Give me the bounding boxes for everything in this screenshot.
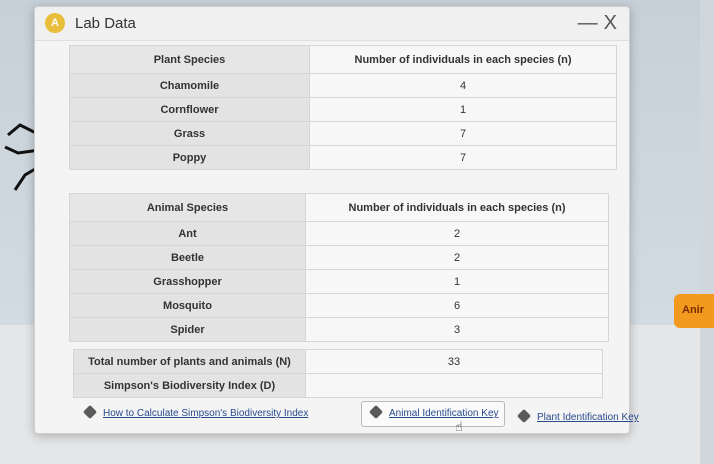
species-cell: Cornflower [70, 98, 310, 122]
table-row [70, 98, 617, 122]
table-row [70, 318, 609, 342]
table-row [74, 374, 603, 398]
plants-table [69, 45, 617, 170]
species-cell: Grass [70, 122, 310, 146]
species-cell: Beetle [70, 246, 306, 270]
tag-icon [369, 405, 383, 419]
species-cell: Poppy [70, 146, 310, 170]
count-cell: 1 [310, 98, 617, 122]
count-cell: 7 [310, 146, 617, 170]
tag-icon [83, 405, 97, 419]
species-cell: Ant [70, 222, 306, 246]
species-cell: Chamomile [70, 74, 310, 98]
column-header: Animal Species [70, 194, 306, 222]
link-label: Plant Identification Key [537, 412, 639, 423]
side-tab-animal[interactable]: Anir [674, 294, 714, 328]
table-row [74, 350, 603, 374]
window-controls [578, 11, 617, 35]
table-row [70, 74, 617, 98]
tag-icon [517, 409, 531, 423]
count-cell: 7 [310, 122, 617, 146]
close-button[interactable]: X [603, 12, 617, 34]
animal-identification-key-link[interactable] [371, 407, 499, 419]
total-value-cell: 33 [306, 350, 603, 374]
table-row [70, 146, 617, 170]
column-header: Number of individuals in each species (n) [310, 46, 617, 74]
count-cell: 2 [306, 222, 609, 246]
index-value-cell[interactable] [306, 374, 603, 398]
link-label: Animal Identification Key [389, 408, 499, 419]
table-row [70, 222, 609, 246]
animals-table [69, 193, 609, 342]
total-label-cell: Total number of plants and animals (N) [74, 350, 306, 374]
species-cell: Spider [70, 318, 306, 342]
table-row [70, 246, 609, 270]
minimize-button[interactable]: — [577, 12, 598, 34]
table-header-row [70, 194, 609, 222]
column-header: Number of individuals in each species (n) [306, 194, 609, 222]
index-label-cell: Simpson's Biodiversity Index (D) [74, 374, 306, 398]
table-row [70, 294, 609, 318]
count-cell: 2 [306, 246, 609, 270]
table-row [70, 122, 617, 146]
species-cell: Grasshopper [70, 270, 306, 294]
window-title: Lab Data [75, 15, 136, 32]
simpson-index-link[interactable] [85, 407, 308, 419]
count-cell: 4 [310, 74, 617, 98]
lab-data-window [34, 6, 639, 434]
count-cell: 6 [306, 294, 609, 318]
column-header: Plant Species [70, 46, 310, 74]
link-label: How to Calculate Simpson's Biodiversity Index [103, 408, 309, 419]
hand-cursor-icon: ☝ [455, 419, 463, 434]
app-icon: A [45, 13, 65, 33]
count-cell: 3 [306, 318, 609, 342]
count-cell: 1 [306, 270, 609, 294]
window-titlebar [35, 7, 629, 41]
species-cell: Mosquito [70, 294, 306, 318]
table-row [70, 270, 609, 294]
plant-identification-key-link[interactable] [519, 411, 639, 423]
reference-links [85, 407, 639, 434]
table-header-row [70, 46, 617, 74]
totals-table [73, 349, 603, 398]
